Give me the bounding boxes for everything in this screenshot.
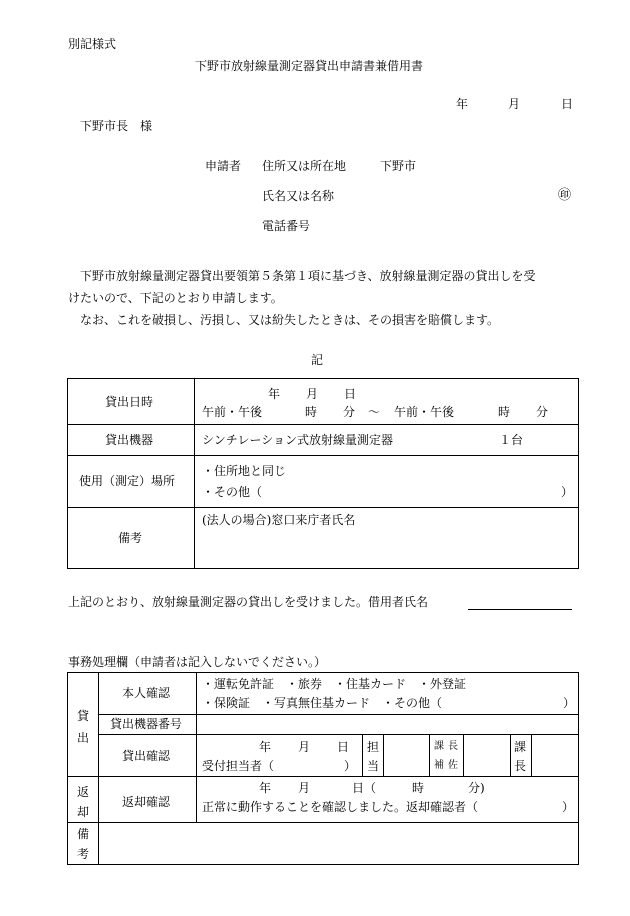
ret-text: 正常に動作することを確認しました。返却確認者（ <box>202 800 479 814</box>
divider <box>196 672 197 822</box>
ret-day: 日（ <box>352 781 377 795</box>
id-check-label: 本人確認 <box>122 686 171 700</box>
remarks-label: 備考 <box>118 531 143 545</box>
borrower-signature-line[interactable] <box>468 609 572 610</box>
divider <box>67 776 579 777</box>
seal-icon: ㊞ <box>558 188 572 203</box>
id-options-1: ・運転免許証 ・旅券 ・住基カード ・外登証 <box>202 677 467 691</box>
ret-hour: 時 <box>412 781 425 795</box>
lend-date-month: 月 <box>306 387 319 401</box>
date-month: 月 <box>508 97 521 111</box>
divider <box>194 378 195 569</box>
form-label: 別記様式 <box>68 37 117 51</box>
divider <box>67 424 579 425</box>
device-number-label: 貸出機器番号 <box>110 717 183 731</box>
biko-vertical-2: 考 <box>77 847 90 861</box>
lend-date-label: 貸出日時 <box>105 395 154 409</box>
lend-confirm-label: 貸出確認 <box>122 749 171 763</box>
return-vertical-2: 却 <box>77 805 90 819</box>
addressee: 下野市長 様 <box>80 119 153 133</box>
place-label: 使用（測定）場所 <box>79 474 176 488</box>
id-close: ） <box>563 696 576 710</box>
divider <box>98 672 99 865</box>
divider <box>531 734 532 776</box>
divider <box>429 734 430 776</box>
divider <box>67 822 579 823</box>
remarks-value: (法人の場合)窓口来庁者氏名 <box>202 513 356 527</box>
phone-label: 電話番号 <box>262 219 311 233</box>
return-vertical-1: 返 <box>77 785 90 799</box>
divider <box>463 734 464 776</box>
ret-min: 分) <box>468 781 485 795</box>
place-option-other: ・その他（ <box>202 485 263 499</box>
lc-staff-close: ） <box>344 759 357 773</box>
lend-vertical-1: 貸 <box>77 709 90 723</box>
tilde: ～ <box>368 405 381 419</box>
ki-label: 記 <box>311 353 324 367</box>
hour-end: 時 <box>498 405 511 419</box>
ka-2: 長 <box>514 759 527 773</box>
lc-staff: 受付担当者（ <box>202 759 275 773</box>
name-label: 氏名又は名称 <box>262 189 335 203</box>
divider <box>383 734 384 776</box>
body-line2: けたいので、下記のとおり申請します。 <box>68 291 283 305</box>
date-day: 日 <box>561 97 574 111</box>
id-options-2: ・保険証 ・写真無住基カード ・その他（ <box>202 696 443 710</box>
kacho-hosa-1: 課長 <box>434 741 462 752</box>
return-check-label: 返却確認 <box>122 795 171 809</box>
applicant-label: 申請者 <box>205 159 242 173</box>
confirm-text: 上記のとおり、放射線量測定器の貸出しを受けました。借用者氏名 <box>68 595 429 609</box>
divider <box>67 455 579 456</box>
ampm-end: 午前・午後 <box>394 405 455 419</box>
divider <box>98 714 579 715</box>
divider <box>67 507 579 508</box>
place-close: ） <box>561 485 574 499</box>
ka-1: 課 <box>514 740 527 754</box>
ret-month: 月 <box>298 781 311 795</box>
divider <box>362 734 363 776</box>
ampm-start: 午前・午後 <box>202 405 263 419</box>
lend-date-year: 年 <box>268 387 281 401</box>
kacho-hosa-2: 補佐 <box>434 760 462 771</box>
lend-vertical-2: 出 <box>77 731 90 745</box>
hour-start: 時 <box>305 405 318 419</box>
device-label: 貸出機器 <box>105 433 154 447</box>
biko-vertical-1: 備 <box>77 827 90 841</box>
ret-close: ） <box>562 800 575 814</box>
date-year: 年 <box>456 97 469 111</box>
body-line3: なお、これを破損し、汚損し、又は紛失したときは、その損害を賠償します。 <box>80 313 500 327</box>
place-option-same: ・住所地と同じ <box>202 464 287 478</box>
divider <box>510 734 511 776</box>
device-value: シンチレーション式放射線量測定器 <box>202 433 393 447</box>
body-line1: 下野市放射線量測定器貸出要領第５条第１項に基づき、放射線量測定器の貸出しを受 <box>80 269 536 283</box>
page-title: 下野市放射線量測定器貸出申請書兼借用書 <box>195 59 424 73</box>
tanto-2: 当 <box>367 759 380 773</box>
tanto-1: 担 <box>367 740 380 754</box>
lend-date-day: 日 <box>344 387 357 401</box>
lc-year: 年 <box>259 740 272 754</box>
min-end: 分 <box>536 405 549 419</box>
lc-day: 日 <box>337 740 350 754</box>
office-title: 事務処理欄（申請者は記入しないでください。） <box>68 655 327 669</box>
min-start: 分 <box>343 405 356 419</box>
device-count: １台 <box>499 433 524 447</box>
ret-year: 年 <box>259 781 272 795</box>
lc-month: 月 <box>298 740 311 754</box>
divider <box>98 734 579 735</box>
address-value: 下野市 <box>380 159 417 173</box>
address-label: 住所又は所在地 <box>262 159 347 173</box>
